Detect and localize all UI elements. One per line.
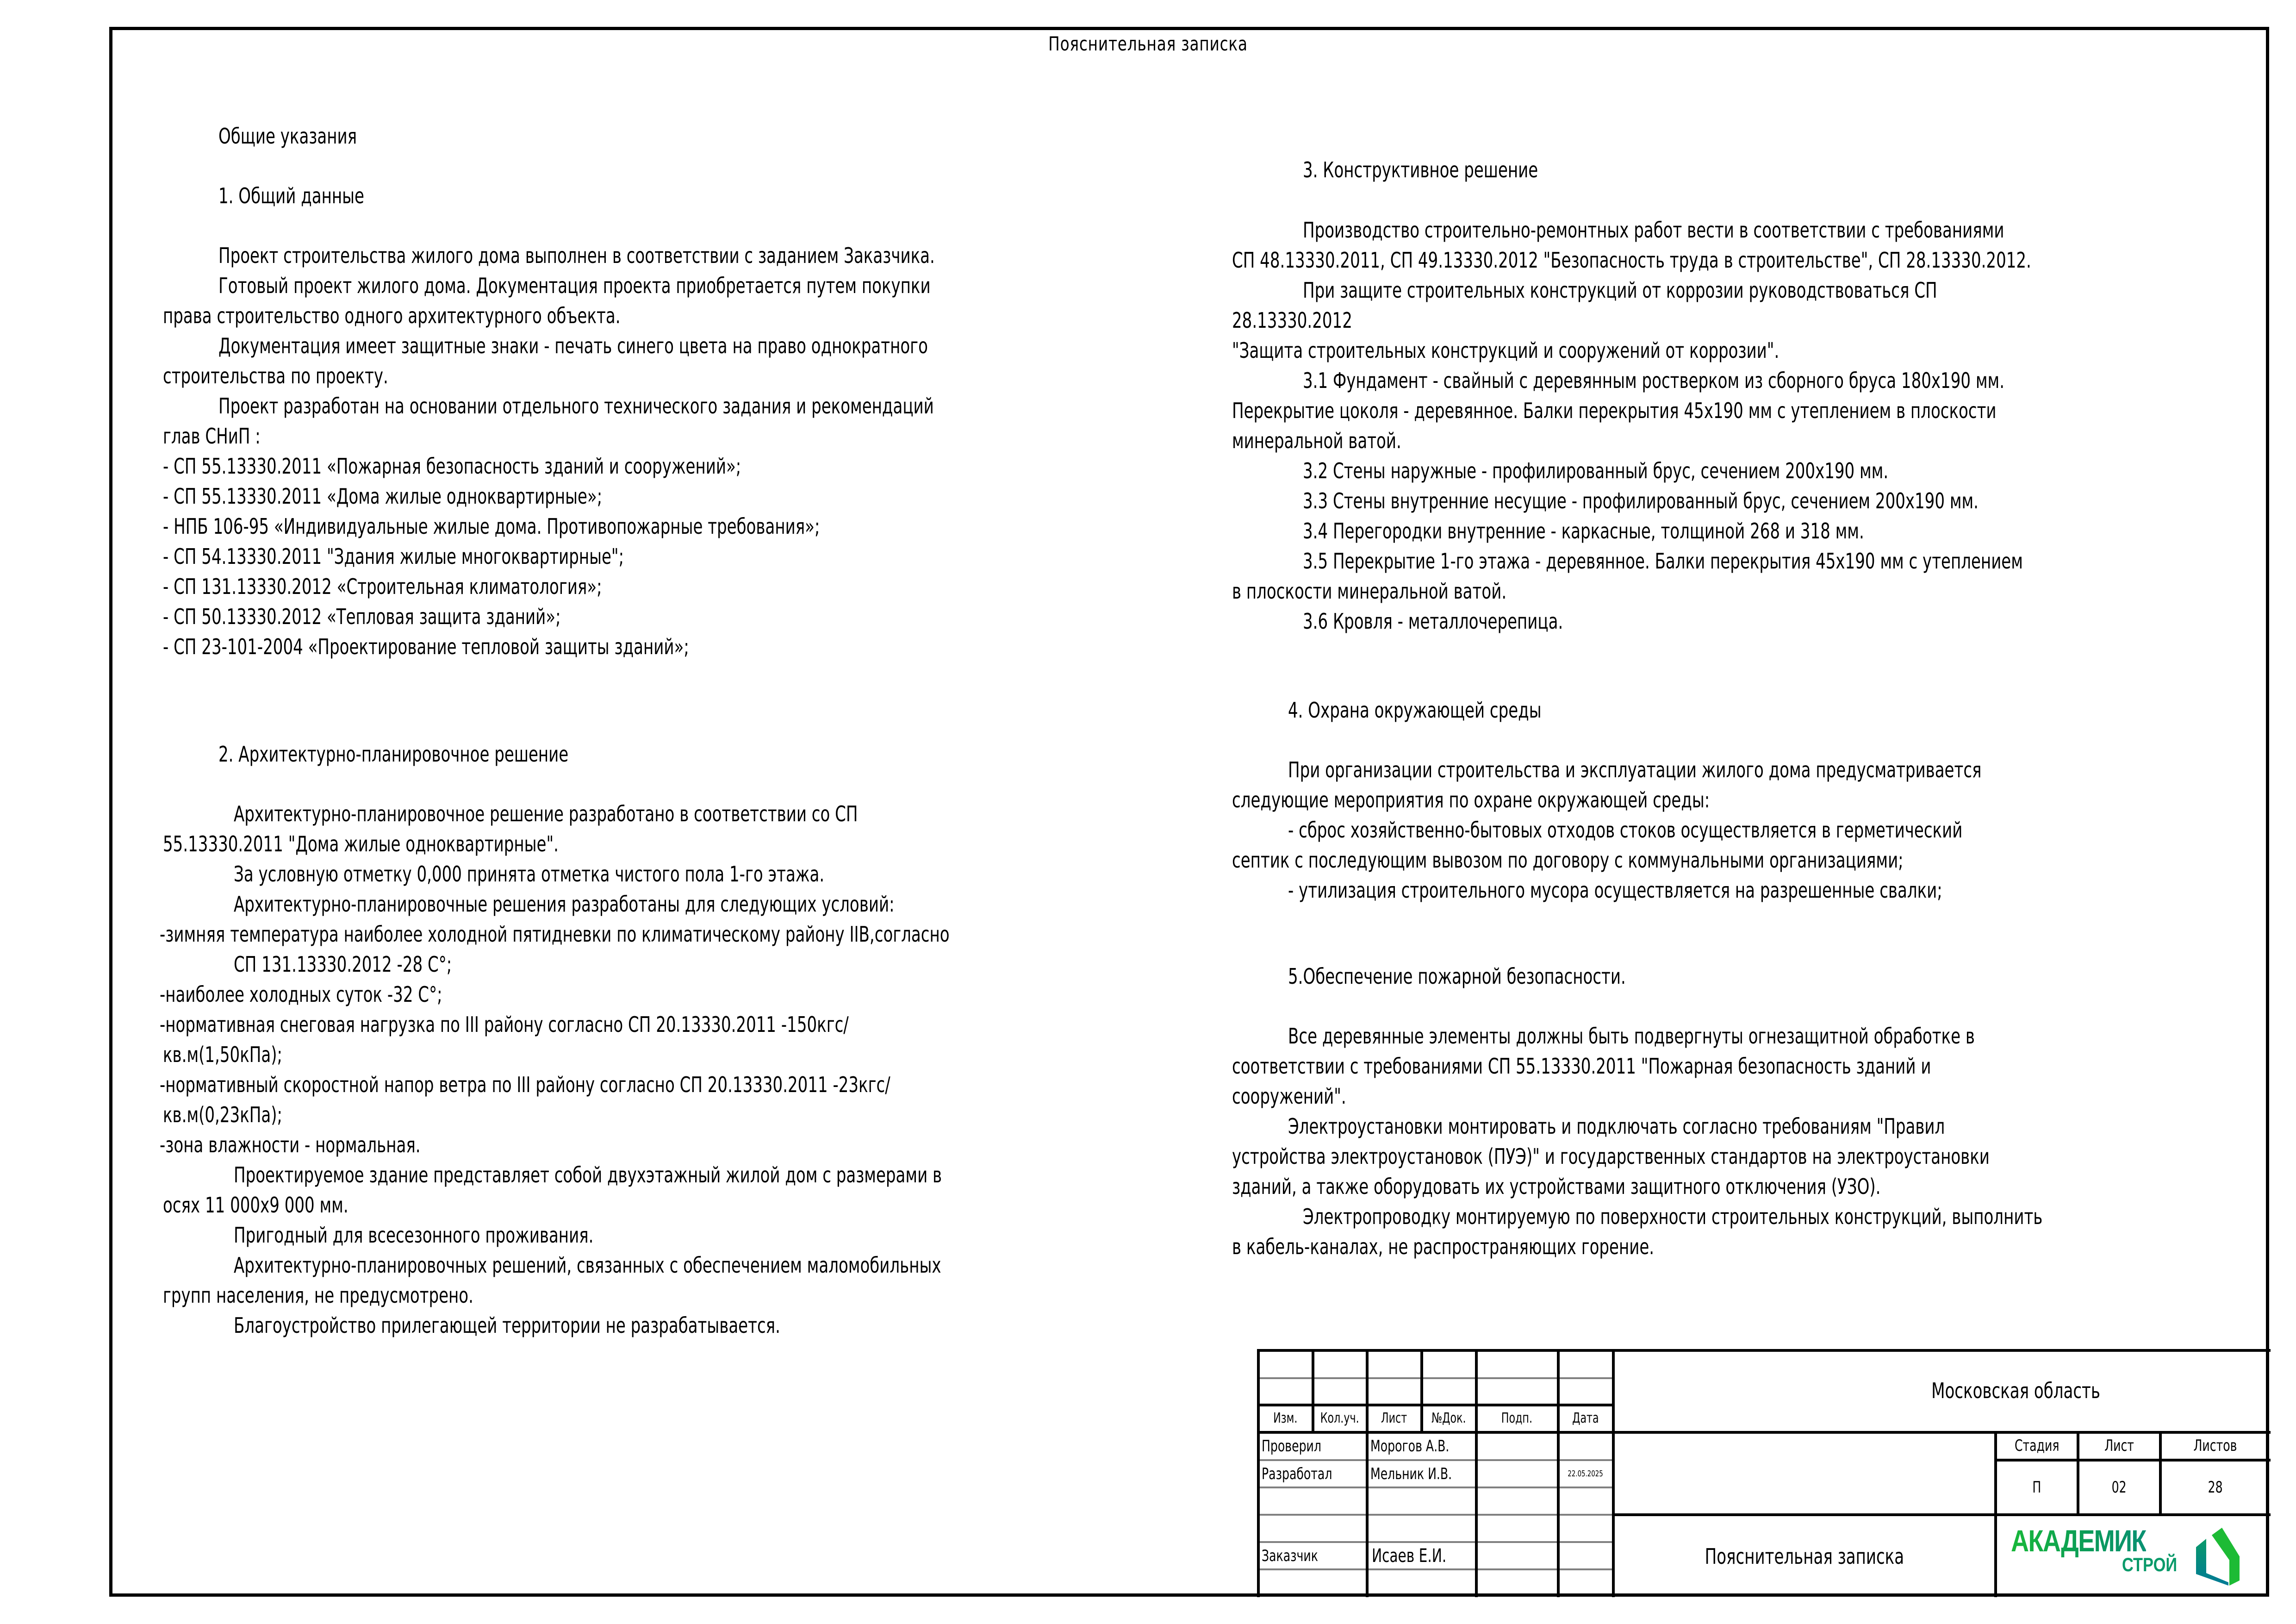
tb-header-kol: Кол.уч. [1320,1410,1359,1426]
tb-document-name: Пояснительная записка [1705,1544,1904,1569]
section-1-heading: 1. Общий данные [218,183,364,208]
company-logo [2011,1523,2252,1588]
tb-name-customer: Исаев Е.И. [1372,1545,1447,1567]
tb-stage-value: П [2032,1478,2041,1497]
tb-date-developed: 22.05.2025 [1568,1469,1603,1479]
tb-line [1257,1377,1613,1379]
tb-header-sign: Подп. [1501,1410,1533,1426]
paragraph-line: При защите строительных конструкций от коррозии руководствоваться СП [1303,278,1937,303]
tb-sheet-value: 02 [2111,1478,2127,1497]
paragraph-line: сооружений". [1232,1084,1346,1109]
paragraph-line: зданий, а также оборудовать их устройствами защитного отключения (УЗО). [1232,1174,1881,1199]
paragraph-line: 3.4 Перегородки внутренние - каркасные, толщиной 268 и 318 мм. [1303,518,1864,543]
norm-item: - СП 55.13330.2011 «Дома жилые одноквартирные»; [163,484,603,509]
paragraph-line: Производство строительно-ремонтных работ вести в соответствии с требованиями [1303,218,2004,243]
paragraph-line: в кабель-каналах, не распространяющих горение. [1232,1234,1655,1259]
paragraph-line: СП 131.13330.2012 -28 С°; [234,952,452,977]
section-5-heading: 5.Обеспечение пожарной безопасности. [1288,964,1626,989]
tb-sheets-label: Листов [2193,1437,2237,1455]
norm-item: - СП 23-101-2004 «Проектирование тепловой защиты зданий»; [163,634,689,659]
paragraph-line: следующие мероприятия по охране окружающей среды: [1232,787,1710,812]
tb-header-list: Лист [1381,1410,1407,1426]
paragraph-line: 3.3 Стены внутренние несущие - профилированный брус, сечением 200х190 мм. [1303,488,1979,513]
paragraph-line: - сброс хозяйственно-бытовых отходов стоков осуществляется в герметический [1288,818,1963,843]
paragraph-line: септик с последующим вывозом по договору с коммунальными организациями; [1232,848,1904,873]
tb-header-doc: №Док. [1431,1410,1466,1426]
tb-line [1257,1514,1613,1516]
norm-item: - СП 50.13330.2012 «Тепловая защита зданий»; [163,604,561,629]
paragraph-line: 3.6 Кровля - металлочерепица. [1303,609,1563,634]
paragraph-line: Все деревянные элементы должны быть подвергнуты огнезащитной обработке в [1288,1024,1975,1049]
paragraph-line: Благоустройство прилегающей территории не разрабатывается. [234,1313,780,1338]
section-3-heading: 3. Конструктивное решение [1303,157,1538,182]
tb-name-checked: Морогов А.В. [1370,1437,1450,1455]
tb-stage-label: Стадия [2014,1437,2060,1455]
paragraph-line: соответствии с требованиями СП 55.13330.2011 "Пожарная безопасность зданий и [1232,1054,1931,1079]
paragraph-line: права строительство одного архитектурного объекта. [163,303,621,328]
paragraph-line: кв.м(1,50кПа); [163,1042,282,1067]
paragraph-line: Архитектурно-планировочных решений, связанных с обеспечением маломобильных [234,1253,941,1278]
paragraph-line: 55.13330.2011 "Дома жилые одноквартирные". [163,831,559,856]
paragraph-line: 28.13330.2012 [1232,308,1352,333]
tb-header-date: Дата [1572,1410,1599,1426]
section-4-heading: 4. Охрана окружающей среды [1288,698,1542,723]
paragraph-line: глав СНиП : [163,424,261,449]
paragraph-line: устройства электроустановок (ПУЭ)" и государственных стандартов на электроустановки [1232,1144,1990,1169]
paragraph-line: Электроустановки монтировать и подключать согласно требованиям "Правил [1288,1114,1945,1139]
paragraph-line: Проект строительства жилого дома выполнен в соответствии с заданием Заказчика. [218,243,935,268]
norm-item: - СП 131.13330.2012 «Строительная климатология»; [163,574,602,599]
general-instructions-heading: Общие указания [218,124,357,149]
tb-role-developed: Разработал [1262,1464,1332,1483]
paragraph-line: Готовый проект жилого дома. Документация проекта приобретается путем покупки [218,273,931,298]
tb-role-customer: Заказчик [1262,1546,1318,1565]
tb-header-izm: Изм. [1273,1410,1298,1426]
section-2-heading: 2. Архитектурно-планировочное решение [218,742,569,767]
paragraph-line: -нормативная снеговая нагрузка по III району согласно СП 20.13330.2011 -150кгс/ [160,1012,849,1037]
paragraph-line: Архитектурно-планировочное решение разработано в соответствии со СП [234,801,858,826]
paragraph-line: -наиболее холодных суток -32 С°; [160,982,442,1007]
paragraph-line: За условную отметку 0,000 принята отметка чистого пола 1-го этажа. [234,862,825,887]
paragraph-line: -нормативный скоростной напор ветра по III району согласно СП 20.13330.2011 -23кгс/ [160,1072,890,1097]
paragraph-line: в плоскости минеральной ватой. [1232,579,1507,604]
norm-item: - СП 55.13330.2011 «Пожарная безопасность зданий и сооружений»; [163,454,741,479]
paragraph-line: Документация имеет защитные знаки - печать синего цвета на право однократного [218,333,928,358]
paragraph-line: СП 48.13330.2011, СП 49.13330.2012 "Безопасность труда в строительстве", СП 28.13330.2012. [1232,248,2031,273]
paragraph-line: "Защита строительных конструкций и сооружений от коррозии". [1232,338,1780,363]
paragraph-line: осях 11 000х9 000 мм. [163,1193,348,1218]
paragraph-line: 3.2 Стены наружные - профилированный брус, сечением 200х190 мм. [1303,458,1889,483]
logo-text-sub: СТРОЙ [2122,1554,2178,1575]
paragraph-line: Пригодный для всесезонного проживания. [234,1223,594,1248]
paragraph-line: -зимняя температура наиболее холодной пятидневки по климатическому району IIВ,согласно [160,922,950,947]
paragraph-line: строительства по проекту. [163,363,388,388]
paragraph-line: групп населения, не предусмотрено. [163,1283,473,1308]
sheet-title: Пояснительная записка [1048,32,1248,55]
norm-item: - НПБ 106-95 «Индивидуальные жилые дома. Противопожарные требования»; [163,514,820,539]
paragraph-line: При организации строительства и эксплуатации жилого дома предусматривается [1288,757,1982,782]
tb-role-checked: Проверил [1262,1437,1322,1455]
logo-text-main: АКАДЕМИК [2011,1524,2146,1558]
tb-sheets-value: 28 [2208,1478,2223,1497]
paragraph-line: Проектируемое здание представляет собой двухэтажный жилой дом с размерами в [234,1162,942,1187]
paragraph-line: Перекрытие цоколя - деревянное. Балки перекрытия 45х190 мм с утеплением в плоскости [1232,398,1997,423]
paragraph-line: 3.1 Фундамент - свайный с деревянным ростверком из сборного бруса 180х190 мм. [1303,368,2005,393]
paragraph-line: -зона влажности - нормальная. [160,1132,421,1157]
paragraph-line: кв.м(0,23кПа); [163,1102,282,1127]
tb-name-developed: Мельник И.В. [1370,1464,1452,1483]
norm-item: - СП 54.13330.2011 "Здания жилые многоквартирные"; [163,544,624,569]
paragraph-line: Архитектурно-планировочные решения разработаны для следующих условий: [234,892,895,917]
tb-location: Московская область [1931,1378,2101,1403]
paragraph-line: минеральной ватой. [1232,428,1401,453]
paragraph-line: Электропроводку монтируемую по поверхности строительных конструкций, выполнить [1303,1204,2043,1229]
paragraph-line: 3.5 Перекрытие 1-го этажа - деревянное. Балки перекрытия 45х190 мм с утеплением [1303,549,2023,574]
paragraph-line: - утилизация строительного мусора осуществляется на разрешенные свалки; [1288,878,1942,903]
tb-sheet-label: Лист [2104,1437,2134,1455]
paragraph-line: Проект разработан на основании отдельного технического задания и рекомендаций [218,394,934,418]
house-logo-icon [2196,1528,2252,1586]
